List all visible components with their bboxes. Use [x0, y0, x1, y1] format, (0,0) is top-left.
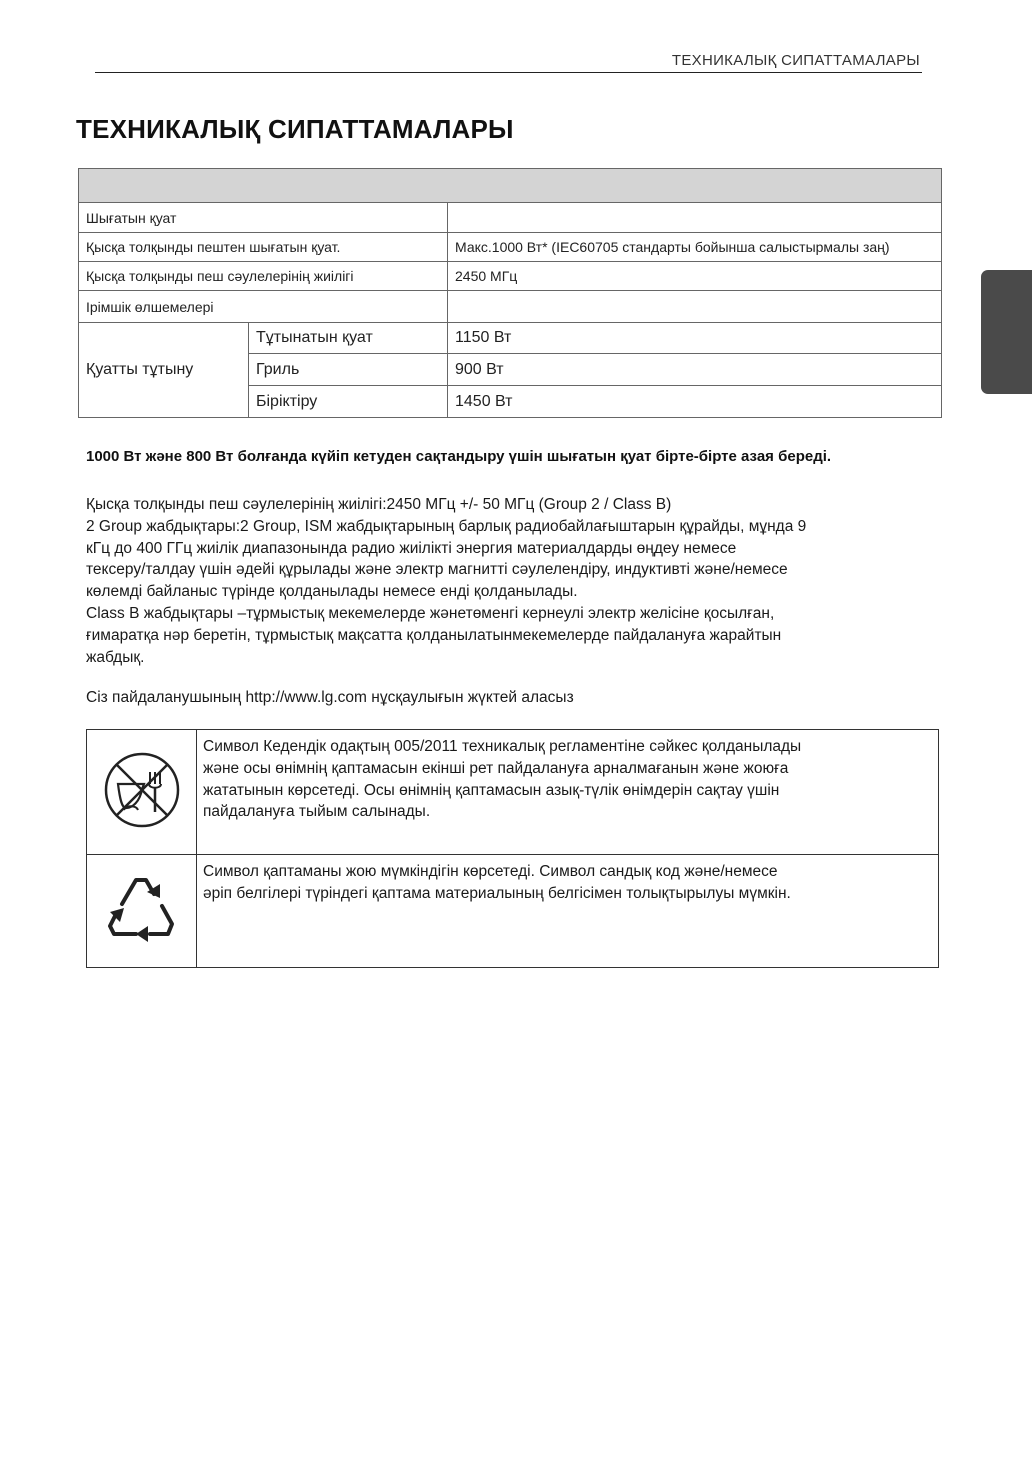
table-row: [79, 291, 942, 323]
spec-value: [448, 203, 942, 233]
paragraph-line: Class B жабдықтары –тұрмыстық мекемелерде жәнетөменгі кернеулі электр желісіне қосылған,: [86, 604, 775, 622]
spec-label: Шығатын қуат: [79, 203, 448, 233]
power-item-label: Біріктіру: [249, 386, 448, 418]
table-row: [79, 323, 942, 354]
table-row: [79, 203, 942, 233]
spec-table: [78, 168, 942, 418]
paragraph-line: ғимаратқа нәр беретін, тұрмыстық мақсатта қолданылатынмекемелерде пайдалануға жарайтын: [86, 626, 782, 644]
page-title: ТЕХНИКАЛЫҚ СИПАТТАМАЛАРЫ: [76, 114, 514, 144]
paragraph-line: кГц до 400 ГГц жиілік диапазонында радио жиілікті энергия материалдарды өңдеу немесе: [86, 539, 737, 557]
table-row: [79, 233, 942, 262]
spec-table-header: [79, 169, 942, 203]
symbol-text-line: Символ Кедендік одақтың 005/2011 техникалық регламентіне сәйкес қолданылады: [203, 738, 802, 755]
spec-label: Ірімшік өлшемелері: [79, 291, 448, 323]
power-safety-note: 1000 Вт және 800 Вт болғанда күйіп кетуден сақтандыру үшін шығатын қуат бірте-бірте азая береді.: [86, 448, 832, 465]
recycle-icon: [102, 872, 182, 946]
spec-label: Қысқа толқынды пеш сәулелерінің жиілігі: [79, 262, 448, 291]
spec-value: [448, 291, 942, 323]
manual-download-note: Сіз пайдаланушының http://www.lg.com нұсқаулығын жүктей аласыз: [86, 689, 574, 706]
symbol-text-line: және осы өнімнің қаптамасын екінші рет пайдалануға арналмағанын және жоюға: [203, 759, 789, 777]
section-side-tab: [981, 270, 1032, 394]
spec-value: 2450 МГц: [448, 262, 942, 291]
paragraph-line: тексеру/талдау үшін әдейі құрылады және электр магнитті сәулелендіру, индуктивті және/немесе: [86, 561, 788, 579]
table-row: [79, 262, 942, 291]
symbol-text-line: Символ қаптаманы жою мүмкіндігін көрсетеді. Символ сандық код және/немесе: [203, 863, 778, 880]
power-item-value: 1450 Вт: [448, 386, 942, 418]
symbol-text-line: жататынын көрсетеді. Осы өнімнің қаптамасын азық-түлік өнімдерін сақтау үшін: [203, 781, 780, 799]
paragraph-line: Қысқа толқынды пеш сәулелерінің жиілігі:2450 МГц +/- 50 МГц (Group 2 / Class B): [86, 496, 672, 513]
header-rule: [95, 72, 922, 73]
spec-value: Макс.1000 Вт* (IEC60705 стандарты бойынша салыстырмалы заң): [448, 233, 942, 262]
symbol-description: [197, 855, 939, 968]
symbol-text-line: әріп белгілері түріндегі қаптама материалының белгісімен толықтырылуы мүмкін.: [203, 884, 791, 902]
power-item-label: Гриль: [249, 354, 448, 386]
power-item-label: Тұтынатын қуат: [249, 323, 448, 354]
running-header: ТЕХНИКАЛЫҚ СИПАТТАМАЛАРЫ: [671, 52, 920, 69]
paragraph-line: жабдық.: [86, 648, 145, 666]
paragraph-line: 2 Group жабдықтары:2 Group, ISM жабдықтарының барлық радиобайлағыштарын құрайды, мұнда 9: [86, 517, 807, 535]
spec-label: Қысқа толқынды пештен шығатын қуат.: [79, 233, 448, 262]
power-item-value: 900 Вт: [448, 354, 942, 386]
paragraph-line: көлемді байланыс түрінде қолданылады немесе енді қолданылады.: [86, 583, 578, 601]
power-consumption-label: Қуатты тұтыну: [79, 323, 249, 418]
symbol-table: [86, 729, 939, 968]
table-row: [87, 855, 939, 968]
table-row: [87, 730, 939, 855]
frequency-description: [86, 494, 946, 668]
symbol-description: [197, 730, 939, 855]
power-item-value: 1150 Вт: [448, 323, 942, 354]
symbol-text-line: пайдалануға тыйым салынады.: [203, 803, 431, 821]
spec-table-header-cell: [79, 169, 942, 203]
no-food-contact-icon: [102, 750, 182, 830]
